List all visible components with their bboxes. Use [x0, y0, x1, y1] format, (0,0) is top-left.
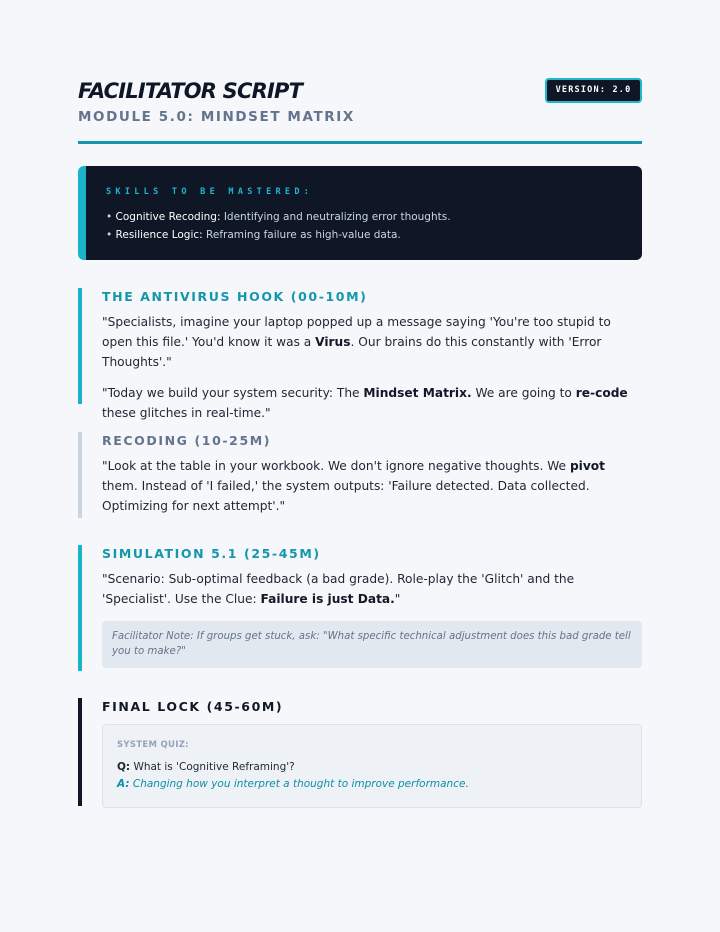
text-run: these glitches in real-time." — [102, 406, 271, 420]
page-subtitle: MODULE 5.0: MINDSET MATRIX — [78, 109, 355, 125]
skills-card — [78, 166, 642, 260]
section-title: FINAL LOCK (45-60M) — [102, 699, 284, 714]
section-paragraph — [102, 569, 642, 609]
quiz-question — [117, 759, 627, 776]
text-run: "Scenario: Sub-optimal feedback (a bad grade). Role-play the 'Glitch' and the 'Specialist'. Use the Clue: — [102, 572, 575, 606]
section-simulation — [78, 545, 642, 671]
text-emphasis: Failure is just Data. — [260, 592, 395, 606]
question-text: What is 'Cognitive Reframing'? — [130, 761, 295, 773]
skill-desc: Identifying and neutralizing error thoughts. — [220, 211, 451, 223]
section-bar — [78, 288, 82, 404]
section-bar — [78, 432, 82, 518]
text-run: "Specialists, imagine your laptop popped up a message saying 'You're too stupid to open this file.' You'd know it was a — [102, 315, 611, 349]
text-run: . Our brains do this constantly with 'Error Thoughts'." — [102, 335, 602, 369]
text-emphasis: Virus — [315, 335, 351, 349]
skill-desc: Reframing failure as high-value data. — [202, 229, 401, 241]
page-title: FACILITATOR SCRIPT — [78, 79, 303, 103]
section-bar — [78, 545, 82, 671]
text-run: " — [394, 592, 401, 606]
section-paragraph — [102, 456, 642, 516]
text-emphasis: pivot — [569, 459, 605, 473]
section-final-lock — [78, 698, 642, 806]
section-title: THE ANTIVIRUS HOOK (00-10M) — [102, 289, 368, 304]
quiz-heading: SYSTEM QUIZ: — [117, 740, 189, 750]
skill-item: • Cognitive Recoding: Identifying and neutralizing error thoughts. — [106, 211, 451, 223]
text-run: "Look at the table in your workbook. We don't ignore negative thoughts. We — [102, 459, 570, 473]
text-emphasis: Mindset Matrix. — [363, 386, 472, 400]
section-recoding — [78, 432, 642, 518]
text-run: We are going to — [471, 386, 576, 400]
section-title: SIMULATION 5.1 (25-45M) — [102, 546, 321, 561]
section-paragraph — [102, 383, 642, 423]
answer-text: Changing how you interpret a thought to improve performance. — [129, 778, 469, 790]
section-title: RECODING (10-25M) — [102, 433, 272, 448]
question-label: Q: — [117, 761, 131, 773]
header — [78, 78, 642, 142]
skill-term: Resilience Logic: — [115, 229, 203, 241]
system-quiz-box — [102, 724, 642, 808]
text-run: them. Instead of 'I failed,' the system outputs: 'Failure detected. Data collected. Optimizing for next attempt'." — [102, 479, 590, 513]
version-badge: VERSION: 2.0 — [545, 78, 642, 103]
facilitator-note: Facilitator Note: If groups get stuck, ask: "What specific technical adjustment does this bad grade tell you to make?" — [102, 621, 642, 668]
section-bar — [78, 698, 82, 806]
skill-item: • Resilience Logic: Reframing failure as high-value data. — [106, 229, 401, 241]
answer-label: A: — [117, 778, 130, 790]
skill-term: Cognitive Recoding: — [115, 211, 221, 223]
header-divider — [78, 141, 642, 144]
skills-heading: SKILLS TO BE MASTERED: — [106, 187, 314, 197]
section-paragraph — [102, 312, 642, 372]
section-antivirus-hook — [78, 288, 642, 420]
quiz-answer — [117, 776, 627, 793]
text-emphasis: re-code — [575, 386, 628, 400]
text-run: "Today we build your system security: The — [102, 386, 364, 400]
